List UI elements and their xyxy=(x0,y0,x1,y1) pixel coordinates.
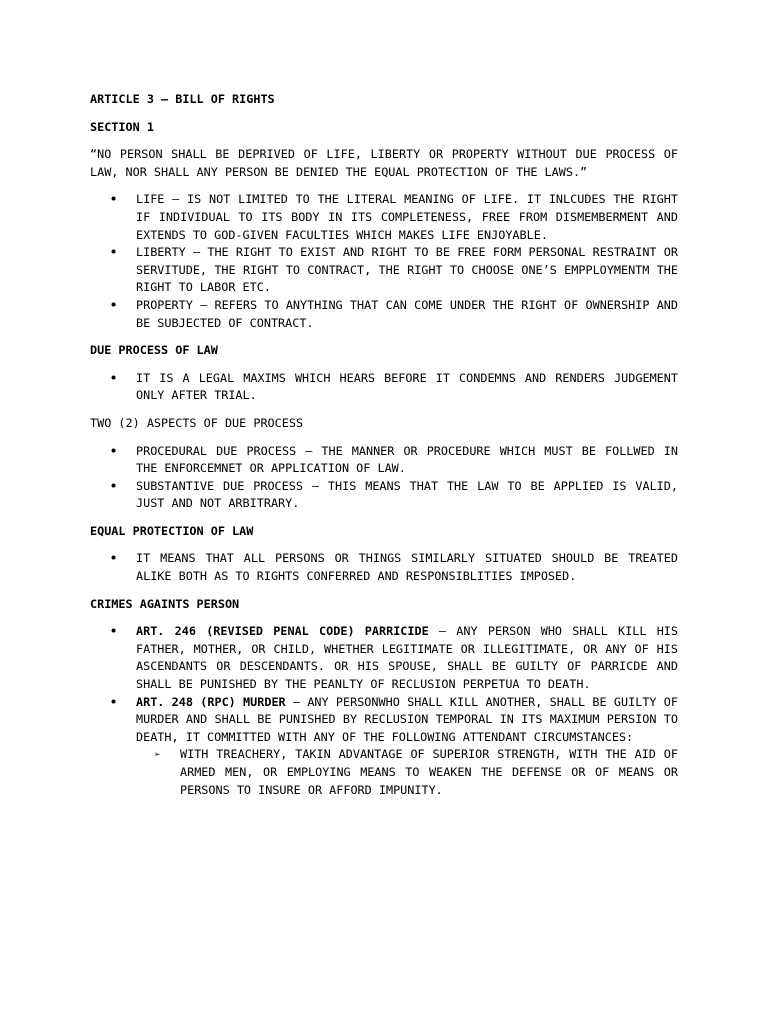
list-item xyxy=(90,550,678,585)
bullet-icon: • xyxy=(110,443,118,458)
list-item-text: – ANY PERSONWHO SHALL KILL ANOTHER, SHALL BE GUILTY OF MURDER AND SHALL BE PUNISHED BY RECLUSION TEMPORAL IN ITS MAXIMUM PERSION TO DEATH, IT COMMITTED WITH ANY OF THE FOLLOWING ATTENDANT CIRCUMSTANCES: xyxy=(136,694,678,744)
article-title: ARTICLE 3 – BILL OF RIGHTS xyxy=(90,92,275,106)
aspects-list xyxy=(90,443,678,513)
arrow-bullet-icon: ➢ xyxy=(154,748,161,762)
bullet-icon: • xyxy=(110,694,118,709)
list-item-text: LIBERTY – THE RIGHT TO EXIST AND RIGHT TO BE FREE FORM PERSONAL RESTRAINT OR SERVITUDE, THE RIGHT TO CONTRACT, THE RIGHT TO CHOOSE ONE’S EMPPLOYMENTM THE RIGHT TO LABOR ETC. xyxy=(136,245,678,295)
list-item-text: PROCEDURAL DUE PROCESS – THE MANNER OR PROCEDURE WHICH MUST BE FOLLWED IN THE ENFORCEMNET OR APPLICATION OF LAW. xyxy=(136,443,678,476)
bullet-icon: • xyxy=(110,245,118,260)
sub-list-item xyxy=(136,746,678,799)
bullet-icon: • xyxy=(110,192,118,207)
crimes-heading: CRIMES AGAINTS PERSON xyxy=(90,596,240,611)
list-item-murder xyxy=(90,694,678,800)
list-item-procedural xyxy=(90,443,678,478)
due-process-heading: DUE PROCESS OF LAW xyxy=(90,343,218,358)
list-item-text: IT MEANS THAT ALL PERSONS OR THINGS SIMILARLY SITUATED SHOULD BE TREATED ALIKE BOTH AS TO RIGHTS CONFERRED AND RESPONSIBLITIES IMPOSED. xyxy=(136,551,678,584)
list-item-substantive xyxy=(90,478,678,513)
crimes-list xyxy=(90,623,678,799)
list-item-text: IT IS A LEGAL MAXIMS WHICH HEARS BEFORE IT CONDEMNS AND RENDERS JUDGEMENT ONLY AFTER TRIAL. xyxy=(136,370,678,403)
due-process-list xyxy=(90,370,678,405)
list-item-text: SUBSTANTIVE DUE PROCESS – THIS MEANS THAT THE LAW TO BE APPLIED IS VALID, JUST AND NOT ARBITRARY. xyxy=(136,478,678,511)
equal-protection-list xyxy=(90,550,678,585)
list-item-text: PROPERTY – REFERS TO ANYTHING THAT CAN COME UNDER THE RIGHT OF OWNERSHIP AND BE SUBJECTED OF CONTRACT. xyxy=(136,297,678,330)
article-lead: ART. 246 (REVISED PENAL CODE) PARRICIDE xyxy=(136,624,429,639)
list-item-text: – ANY PERSON WHO SHALL KILL HIS FATHER, MOTHER, OR CHILD, WHETHER LEGITIMATE OR ILLEGITIMATE, OR ANY OF HIS ASCENDANTS OR DESCENDANTS. OR HIS SPOUSE, SHALL BE GUILTY OF PARRICDE AND SHALL BE PUNISHED BY THE PEANLTY OF RECLUSION PERPETUA TO DEATH. xyxy=(136,624,678,692)
sub-list-item-text: WITH TREACHERY, TAKIN ADVANTAGE OF SUPERIOR STRENGTH, WITH THE AID OF ARMED MEN, OR EMPLOYING MEANS TO WEAKEN THE DEFENSE OR OF MEANS OR PERSONS TO INSURE OR AFFORD IMPUNITY. xyxy=(180,747,678,797)
bullet-icon: • xyxy=(110,297,118,312)
list-item-life xyxy=(90,191,678,244)
list-item-parricide xyxy=(90,623,678,693)
bullet-icon: • xyxy=(110,370,118,385)
document-body xyxy=(90,91,678,809)
aspects-heading: TWO (2) ASPECTS OF DUE PROCESS xyxy=(90,415,304,430)
list-item-text: LIFE – IS NOT LIMITED TO THE LITERAL MEANING OF LIFE. IT INLCUDES THE RIGHT IF INDIVIDUAL TO ITS BODY IN ITS COMPLETENESS, FREE FROM DISMEMBERMENT AND EXTENDS TO GOD-GIVEN FACULTIES WHICH MAKES LIFE ENJOYABLE. xyxy=(136,192,678,242)
circumstances-list xyxy=(136,746,678,799)
equal-protection-heading: EQUAL PROTECTION OF LAW xyxy=(90,523,254,538)
list-item-liberty xyxy=(90,244,678,297)
bullet-icon: • xyxy=(110,478,118,493)
section-1-list xyxy=(90,191,678,332)
section-1-quote: “NO PERSON SHALL BE DEPRIVED OF LIFE, LIBERTY OR PROPERTY WITHOUT DUE PROCESS OF LAW, NOR SHALL ANY PERSON BE DENIED THE EQUAL PROTECTION OF THE LAWS.” xyxy=(90,147,678,179)
list-item-property xyxy=(90,297,678,332)
article-lead: ART. 248 (RPC) MURDER xyxy=(136,694,286,709)
bullet-icon: • xyxy=(110,624,118,639)
bullet-icon: • xyxy=(110,551,118,566)
list-item xyxy=(90,370,678,405)
section-1-heading: SECTION 1 xyxy=(90,119,154,134)
